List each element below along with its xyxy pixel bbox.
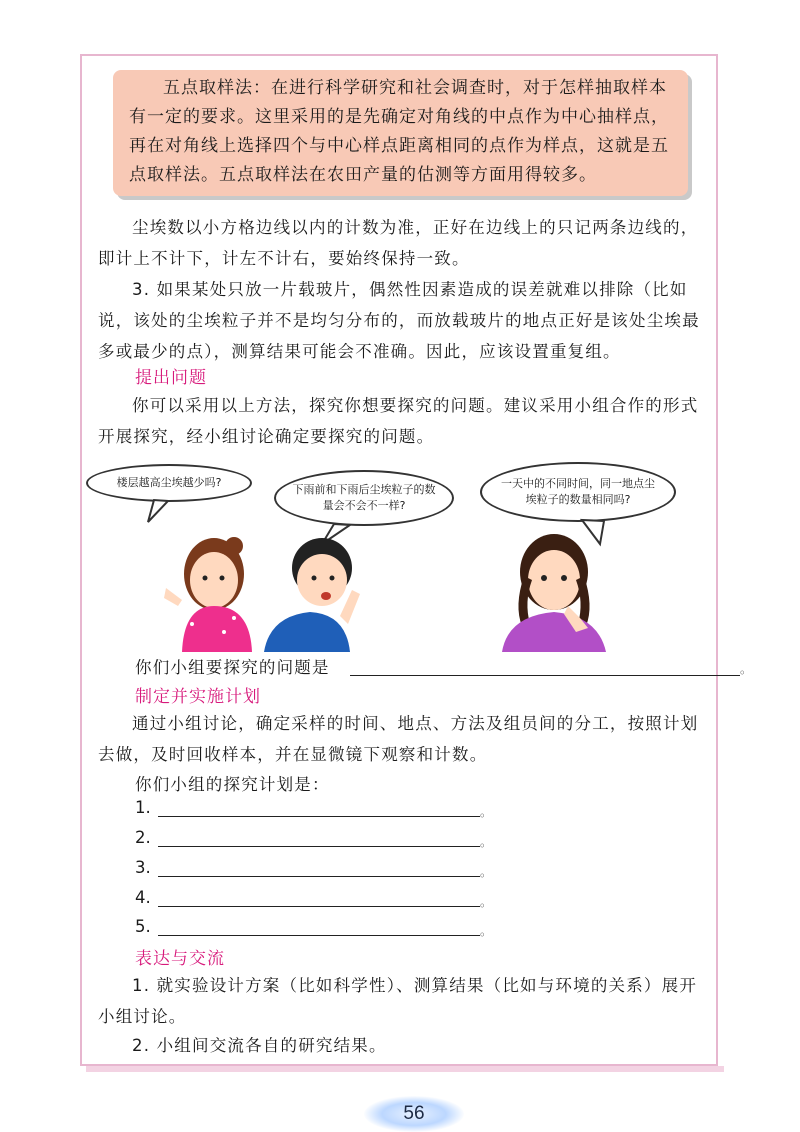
plan-item-number: 2. xyxy=(135,828,151,847)
plan-item-number: 5. xyxy=(135,917,151,936)
speech-bubble-1: 楼层越高尘埃越少吗? xyxy=(86,464,252,502)
counting-rule-paragraph: 尘埃数以小方格边线以内的计数为准，正好在边线上的只记两条边线的，即计上不计下，计左不计右，要始终保持一致。 xyxy=(98,218,699,268)
page-number: 56 xyxy=(403,1103,425,1124)
plan-item-number: 4. xyxy=(135,888,151,907)
plan-end-mark: 。 xyxy=(480,865,493,879)
plan-end-mark: 。 xyxy=(480,835,493,849)
students-drawing xyxy=(84,456,704,652)
students-illustration xyxy=(84,456,704,652)
question-answer-line[interactable] xyxy=(350,675,740,676)
plan-item-number: 1. xyxy=(135,798,151,817)
speech-bubble-2: 下雨前和下雨后尘埃粒子的数量会不会不一样? xyxy=(274,470,454,526)
plan-line-3[interactable] xyxy=(158,876,480,877)
page-number-badge xyxy=(364,1096,464,1132)
question-end-mark: 。 xyxy=(740,662,753,676)
plan-line-5[interactable] xyxy=(158,935,480,936)
heading-express-communicate: 表达与交流 xyxy=(135,949,225,969)
speech-bubble-3: 一天中的不同时间，同一地点尘埃粒子的数量相同吗? xyxy=(480,462,676,522)
question-prompt-label: 你们小组要探究的问题是 xyxy=(135,658,330,677)
boy-blue-figure xyxy=(264,538,360,652)
girl-purple-figure xyxy=(502,534,606,652)
express-item-1: 1. 就实验设计方案（比如科学性）、测算结果（比如与环境的关系）展开小组讨论。 xyxy=(98,976,698,1026)
express-item-2: 2. 小组间交流各自的研究结果。 xyxy=(132,1036,387,1055)
girl-pink-figure xyxy=(164,537,252,652)
plan-line-2[interactable] xyxy=(158,846,480,847)
plan-end-mark: 。 xyxy=(480,805,493,819)
plan-item-number: 3. xyxy=(135,858,151,877)
repeat-groups-paragraph: 3. 如果某处只放一片载玻片，偶然性因素造成的误差就难以排除（比如说，该处的尘埃粒子并不是均匀分布的，而放载玻片的地点正好是该处尘埃最多或最少的点），测算结果可能会不准确。因此，应该设置重复组。 xyxy=(98,280,700,361)
plan-end-mark: 。 xyxy=(480,924,493,938)
five-point-sampling-callout xyxy=(113,70,688,196)
ask-question-paragraph: 你可以采用以上方法，探究你想要探究的问题。建议采用小组合作的形式开展探究，经小组讨论确定要探究的问题。 xyxy=(98,396,699,446)
plan-label: 你们小组的探究计划是： xyxy=(135,775,330,794)
heading-ask-question: 提出问题 xyxy=(135,368,207,388)
heading-make-plan: 制定并实施计划 xyxy=(135,687,261,707)
plan-line-4[interactable] xyxy=(158,906,480,907)
plan-end-mark: 。 xyxy=(480,895,493,909)
plan-line-1[interactable] xyxy=(158,816,480,817)
make-plan-paragraph: 通过小组讨论，确定采样的时间、地点、方法及组员间的分工，按照计划去做，及时回收样本，并在显微镜下观察和计数。 xyxy=(98,714,699,764)
callout-text: 五点取样法：在进行科学研究和社会调查时，对于怎样抽取样本有一定的要求。这里采用的是先确定对角线的中点作为中心抽样点，再在对角线上选择四个与中心样点距离相同的点作为样点，这就是五点取样法。五点取样法在农田产量的估测等方面用得较多。 xyxy=(129,78,669,185)
